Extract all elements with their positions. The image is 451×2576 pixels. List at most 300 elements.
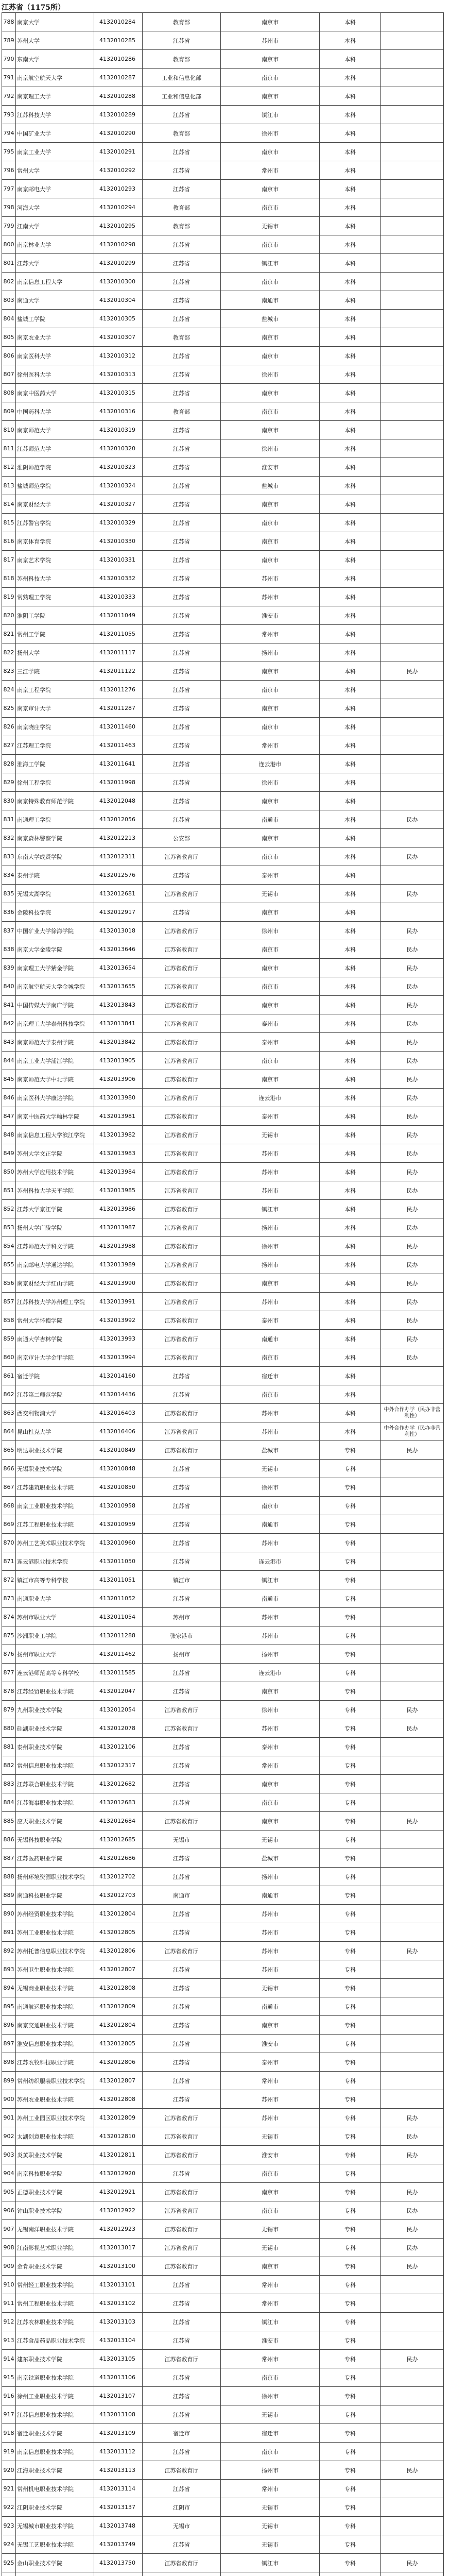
school-code-cell: 4132013982	[94, 1126, 143, 1144]
location-cell: 徐州市	[221, 1237, 320, 1256]
school-name-cell: 常州大学	[16, 161, 94, 180]
location-cell: 镇江市	[221, 2554, 320, 2572]
school-code-cell: 4132013994	[94, 1348, 143, 1367]
level-cell: 本科	[320, 254, 381, 273]
row-number-cell: 912	[2, 2313, 16, 2331]
level-cell: 专科	[320, 1460, 381, 1478]
school-name-cell: 南京审计大学	[16, 699, 94, 718]
row-number-cell: 908	[2, 2239, 16, 2257]
level-cell: 专科	[320, 1775, 381, 1793]
level-cell: 专科	[320, 2090, 381, 2109]
note-cell	[381, 1849, 444, 1868]
school-name-cell: 建东职业技术学院	[16, 2350, 94, 2368]
row-number-cell: 876	[2, 1645, 16, 1664]
authority-cell: 江苏省教育厅	[143, 2350, 221, 2368]
table-row	[2, 2350, 444, 2368]
authority-cell: 江苏省教育厅	[143, 1441, 221, 1460]
row-number-cell: 847	[2, 1107, 16, 1126]
location-cell: 南京市	[221, 1052, 320, 1070]
school-name-cell: 常州纺织服装职业技术学院	[16, 2072, 94, 2090]
school-name-cell: 南京理工大学紫金学院	[16, 959, 94, 977]
row-number-cell: 913	[2, 2331, 16, 2350]
table-row	[2, 1886, 444, 1905]
school-name-cell: 苏州科技大学	[16, 569, 94, 588]
school-name-cell: 江苏警官学院	[16, 514, 94, 532]
location-cell: 南京市	[221, 1682, 320, 1701]
row-number-cell: 869	[2, 1515, 16, 1534]
row-number-cell: 923	[2, 2517, 16, 2535]
school-name-cell: 江南影视艺术职业学院	[16, 2239, 94, 2257]
row-number-cell: 904	[2, 2164, 16, 2183]
location-cell: 常州市	[221, 161, 320, 180]
note-cell	[381, 2535, 444, 2554]
authority-cell: 江苏省教育厅	[143, 940, 221, 959]
school-name-cell	[16, 2572, 94, 2576]
school-code-cell: 4132010316	[94, 402, 143, 421]
note-cell	[381, 2572, 444, 2576]
school-name-cell: 南京工业大学	[16, 143, 94, 161]
authority-cell: 江苏省教育厅	[143, 2220, 221, 2239]
level-cell: 专科	[320, 1997, 381, 2016]
row-number-cell: 814	[2, 495, 16, 514]
note-cell	[381, 1682, 444, 1701]
school-name-cell: 连云港师范高等专科学校	[16, 1664, 94, 1682]
school-code-cell: 4132012809	[94, 1997, 143, 2016]
note-cell: 民办	[381, 2183, 444, 2201]
school-code-cell: 4132010312	[94, 347, 143, 365]
authority-cell: 江苏省	[143, 1589, 221, 1608]
school-code-cell: 4132013106	[94, 2368, 143, 2387]
school-code-cell: 4132012317	[94, 1756, 143, 1775]
level-cell: 本科	[320, 1274, 381, 1293]
school-name-cell: 南京林业大学	[16, 235, 94, 254]
level-cell: 专科	[320, 2535, 381, 2554]
row-number-cell: 800	[2, 235, 16, 254]
row-number-cell: 875	[2, 1626, 16, 1645]
location-cell: 徐州市	[221, 124, 320, 143]
level-cell: 专科	[320, 1626, 381, 1645]
row-number-cell: 832	[2, 829, 16, 848]
school-name-cell: 南京中医药大学翰林学院	[16, 1107, 94, 1126]
row-number-cell: 874	[2, 1608, 16, 1626]
note-cell	[381, 792, 444, 810]
table-row	[2, 1979, 444, 1997]
location-cell: 南京市	[221, 977, 320, 996]
table-row	[2, 1348, 444, 1367]
location-cell: 南京市	[221, 13, 320, 31]
authority-cell: 江苏省教育厅	[143, 2239, 221, 2257]
location-cell: 南京市	[221, 2164, 320, 2183]
authority-cell: 江苏省教育厅	[143, 2257, 221, 2276]
location-cell: 徐州市	[221, 365, 320, 384]
authority-cell: 江苏省教育厅	[143, 1163, 221, 1181]
location-cell: 南京市	[221, 50, 320, 69]
note-cell: 民办	[381, 1942, 444, 1960]
table-row	[2, 2035, 444, 2053]
location-cell: 泰州市	[221, 2053, 320, 2072]
note-cell: 民办	[381, 1144, 444, 1163]
authority-cell: 江苏省	[143, 662, 221, 681]
school-name-cell: 南京航空航天大学	[16, 69, 94, 87]
level-cell: 本科	[320, 773, 381, 792]
note-cell: 民办	[381, 1089, 444, 1107]
school-name-cell: 宿迁学院	[16, 1367, 94, 1385]
table-row	[2, 402, 444, 421]
location-cell: 淮安市	[221, 458, 320, 477]
row-number-cell: 812	[2, 458, 16, 477]
location-cell: 泰州市	[221, 1107, 320, 1126]
row-number-cell: 827	[2, 736, 16, 755]
table-row	[2, 514, 444, 532]
authority-cell: 江苏省	[143, 439, 221, 458]
note-cell: 民办	[381, 1311, 444, 1330]
location-cell: 南京市	[221, 1385, 320, 1404]
school-name-cell: 常熟理工学院	[16, 588, 94, 606]
school-name-cell: 炎黄职业技术学院	[16, 2146, 94, 2164]
school-code-cell: 4132012685	[94, 1831, 143, 1849]
school-code-cell: 4132011460	[94, 718, 143, 736]
location-cell: 南京市	[221, 940, 320, 959]
location-cell: 南京市	[221, 347, 320, 365]
table-row	[2, 1422, 444, 1441]
location-cell: 南京市	[221, 1793, 320, 1812]
note-cell: 民办	[381, 1181, 444, 1200]
authority-cell: 江苏省	[143, 421, 221, 439]
location-cell: 淮安市	[221, 2035, 320, 2053]
row-number-cell: 810	[2, 421, 16, 439]
table-row	[2, 2498, 444, 2517]
school-code-cell: 4132012078	[94, 1719, 143, 1738]
location-cell: 南京市	[221, 959, 320, 977]
table-row	[2, 2257, 444, 2276]
row-number-cell: 808	[2, 384, 16, 402]
note-cell	[381, 2498, 444, 2517]
authority-cell: 江苏省	[143, 1905, 221, 1923]
note-cell: 民办	[381, 1237, 444, 1256]
authority-cell: 江苏省教育厅	[143, 1256, 221, 1274]
school-name-cell: 江苏农林职业技术学院	[16, 2313, 94, 2331]
authority-cell: 江苏省	[143, 2276, 221, 2294]
location-cell: 常州市	[221, 2480, 320, 2498]
table-row	[2, 421, 444, 439]
row-number-cell: 893	[2, 1960, 16, 1979]
authority-cell: 江苏省	[143, 514, 221, 532]
school-name-cell: 江阴职业技术学院	[16, 2498, 94, 2517]
note-cell	[381, 198, 444, 217]
school-name-cell: 江苏理工学院	[16, 736, 94, 755]
table-row	[2, 903, 444, 922]
location-cell: 常州市	[221, 1756, 320, 1775]
school-code-cell: 4132012806	[94, 1942, 143, 1960]
school-name-cell: 南京师范大学中北学院	[16, 1070, 94, 1089]
note-cell	[381, 1515, 444, 1534]
table-row	[2, 643, 444, 662]
authority-cell: 工业和信息化部	[143, 87, 221, 106]
level-cell: 专科	[320, 2294, 381, 2313]
location-cell: 南京市	[221, 69, 320, 87]
school-name-cell: 苏州托普信息职业技术学院	[16, 1942, 94, 1960]
table-row	[2, 1293, 444, 1311]
school-code-cell: 4132013112	[94, 2443, 143, 2461]
authority-cell: 江苏省	[143, 2535, 221, 2554]
school-code-cell: 4132012681	[94, 885, 143, 903]
school-name-cell: 中国矿业大学徐海学院	[16, 922, 94, 940]
row-number-cell: 883	[2, 1775, 16, 1793]
school-code-cell: 4132012576	[94, 866, 143, 885]
school-code-cell: 4132012922	[94, 2201, 143, 2220]
table-row	[2, 1200, 444, 1218]
school-name-cell: 南京工业职业技术学院	[16, 1497, 94, 1515]
level-cell: 专科	[320, 1441, 381, 1460]
school-name-cell: 南京工程学院	[16, 681, 94, 699]
note-cell: 民办	[381, 2201, 444, 2220]
row-number-cell: 805	[2, 328, 16, 347]
table-row	[2, 2461, 444, 2480]
level-cell: 本科	[320, 273, 381, 291]
school-name-cell: 金肯职业技术学院	[16, 2257, 94, 2276]
level-cell: 本科	[320, 922, 381, 940]
authority-cell: 江苏省	[143, 551, 221, 569]
note-cell	[381, 235, 444, 254]
note-cell: 民办	[381, 2350, 444, 2368]
authority-cell: 江苏省	[143, 866, 221, 885]
level-cell: 本科	[320, 1163, 381, 1181]
authority-cell: 江阴市	[143, 2498, 221, 2517]
row-number-cell: 844	[2, 1052, 16, 1070]
authority-cell: 江苏省教育厅	[143, 1348, 221, 1367]
table-row	[2, 699, 444, 718]
row-number-cell: 839	[2, 959, 16, 977]
level-cell: 专科	[320, 1756, 381, 1775]
school-code-cell: 4132012807	[94, 1960, 143, 1979]
location-cell: 镇江市	[221, 1571, 320, 1589]
location-cell: 南京市	[221, 87, 320, 106]
level-cell: 本科	[320, 161, 381, 180]
level-cell: 本科	[320, 514, 381, 532]
school-name-cell: 正德职业技术学院	[16, 2183, 94, 2201]
note-cell	[381, 2072, 444, 2090]
note-cell	[381, 87, 444, 106]
authority-cell: 江苏省	[143, 606, 221, 625]
location-cell: 南京市	[221, 235, 320, 254]
location-cell: 南京市	[221, 143, 320, 161]
level-cell: 本科	[320, 1014, 381, 1033]
table-row	[2, 365, 444, 384]
school-code-cell: 4132012702	[94, 1868, 143, 1886]
table-row	[2, 2072, 444, 2090]
school-code-cell: 4132012920	[94, 2164, 143, 2183]
note-cell: 中外合作办学（民办非营利性）	[381, 1422, 444, 1441]
row-number-cell: 798	[2, 198, 16, 217]
level-cell: 专科	[320, 1589, 381, 1608]
location-cell: 连云港市	[221, 1664, 320, 1682]
school-code-cell: 4132013105	[94, 2350, 143, 2368]
school-code-cell: 4132012811	[94, 2146, 143, 2164]
location-cell: 南京市	[221, 2183, 320, 2201]
authority-cell: 苏州市	[143, 1608, 221, 1626]
school-code-cell: 4132012703	[94, 1886, 143, 1905]
school-code-cell: 4132013109	[94, 2424, 143, 2443]
table-row	[2, 1812, 444, 1831]
school-name-cell: 淮海工学院	[16, 755, 94, 773]
location-cell: 南京市	[221, 1497, 320, 1515]
school-name-cell: 南京农业大学	[16, 328, 94, 347]
location-cell: 徐州市	[221, 773, 320, 792]
school-name-cell: 扬州环境资源职业技术学院	[16, 1868, 94, 1886]
note-cell	[381, 495, 444, 514]
note-cell	[381, 532, 444, 551]
table-row	[2, 1237, 444, 1256]
table-row	[2, 1849, 444, 1868]
row-number-cell: 903	[2, 2146, 16, 2164]
school-name-cell: 南京财经大学	[16, 495, 94, 514]
school-code-cell: 4132013100	[94, 2257, 143, 2276]
table-row	[2, 180, 444, 198]
table-row	[2, 959, 444, 977]
note-cell	[381, 1756, 444, 1775]
school-name-cell: 南京艺术学院	[16, 551, 94, 569]
note-cell: 民办	[381, 1812, 444, 1831]
location-cell: 盐城市	[221, 1441, 320, 1460]
table-row	[2, 1960, 444, 1979]
school-name-cell: 苏州大学	[16, 31, 94, 50]
table-row	[2, 810, 444, 829]
table-row	[2, 2313, 444, 2331]
row-number-cell: 811	[2, 439, 16, 458]
authority-cell: 江苏省	[143, 1979, 221, 1997]
authority-cell: 江苏省	[143, 2090, 221, 2109]
level-cell	[320, 2572, 381, 2576]
authority-cell: 江苏省	[143, 569, 221, 588]
level-cell: 专科	[320, 1923, 381, 1942]
school-name-cell: 无锡科技职业学院	[16, 1831, 94, 1849]
row-number-cell: 907	[2, 2220, 16, 2239]
row-number-cell: 862	[2, 1385, 16, 1404]
location-cell: 南京市	[221, 996, 320, 1014]
school-code-cell: 4132013102	[94, 2294, 143, 2313]
row-number-cell: 896	[2, 2016, 16, 2035]
row-number-cell: 891	[2, 1923, 16, 1942]
location-cell: 苏州市	[221, 1404, 320, 1422]
table-row	[2, 532, 444, 551]
note-cell	[381, 1960, 444, 1979]
note-cell: 民办	[381, 1070, 444, 1089]
authority-cell: 江苏省	[143, 273, 221, 291]
table-row	[2, 848, 444, 866]
school-code-cell: 4132013843	[94, 996, 143, 1014]
row-number-cell: 887	[2, 1849, 16, 1868]
authority-cell: 江苏省	[143, 736, 221, 755]
note-cell	[381, 273, 444, 291]
row-number-cell: 925	[2, 2554, 16, 2572]
school-name-cell: 泰州职业技术学院	[16, 1738, 94, 1756]
level-cell: 专科	[320, 1793, 381, 1812]
table-row	[2, 161, 444, 180]
note-cell: 民办	[381, 1052, 444, 1070]
school-code-cell: 4132012686	[94, 1849, 143, 1868]
school-code-cell: 4132012808	[94, 1979, 143, 1997]
level-cell: 本科	[320, 291, 381, 310]
level-cell: 本科	[320, 1052, 381, 1070]
note-cell	[381, 2387, 444, 2405]
row-number-cell: 801	[2, 254, 16, 273]
location-cell: 无锡市	[221, 1460, 320, 1478]
row-number-cell: 889	[2, 1886, 16, 1905]
school-name-cell: 淮安信息职业技术学院	[16, 2035, 94, 2053]
level-cell: 专科	[320, 1738, 381, 1756]
table-row	[2, 829, 444, 848]
level-cell: 本科	[320, 606, 381, 625]
school-code-cell: 4132010305	[94, 310, 143, 328]
authority-cell: 江苏省教育厅	[143, 1237, 221, 1256]
location-cell: 苏州市	[221, 1608, 320, 1626]
level-cell: 本科	[320, 1385, 381, 1404]
table-row	[2, 1626, 444, 1645]
authority-cell: 江苏省	[143, 699, 221, 718]
row-number-cell: 851	[2, 1181, 16, 1200]
location-cell: 镇江市	[221, 1200, 320, 1218]
authority-cell: 江苏省	[143, 458, 221, 477]
note-cell	[381, 2517, 444, 2535]
note-cell	[381, 1868, 444, 1886]
location-cell: 常州市	[221, 2350, 320, 2368]
row-number-cell: 881	[2, 1738, 16, 1756]
row-number-cell: 815	[2, 514, 16, 532]
row-number-cell: 840	[2, 977, 16, 996]
location-cell: 南京市	[221, 2016, 320, 2035]
location-cell: 扬州市	[221, 1645, 320, 1664]
school-name-cell: 江苏大学京江学院	[16, 1200, 94, 1218]
note-cell	[381, 1831, 444, 1849]
note-cell	[381, 2276, 444, 2294]
school-code-cell: 4132013906	[94, 1070, 143, 1089]
school-name-cell: 江海职业技术学院	[16, 2461, 94, 2480]
level-cell: 专科	[320, 1905, 381, 1923]
level-cell: 本科	[320, 13, 381, 31]
authority-cell: 教育部	[143, 124, 221, 143]
school-name-cell: 扬州大学	[16, 643, 94, 662]
authority-cell: 镇江市	[143, 1571, 221, 1589]
school-name-cell: 江苏工程职业技术学院	[16, 1515, 94, 1534]
level-cell: 本科	[320, 996, 381, 1014]
location-cell: 连云港市	[221, 1089, 320, 1107]
row-number-cell: 884	[2, 1793, 16, 1812]
school-code-cell: 4132013985	[94, 1181, 143, 1200]
school-code-cell: 4132011463	[94, 736, 143, 755]
school-code-cell: 4132010959	[94, 1515, 143, 1534]
school-name-cell: 南京信息工程大学滨江学院	[16, 1126, 94, 1144]
table-row	[2, 1033, 444, 1052]
school-code-cell: 4132010324	[94, 477, 143, 495]
authority-cell: 江苏省	[143, 143, 221, 161]
location-cell: 常州市	[221, 2294, 320, 2313]
authority-cell: 江苏省教育厅	[143, 1274, 221, 1293]
location-cell: 南通市	[221, 1330, 320, 1348]
table-row	[2, 1515, 444, 1534]
note-cell: 民办	[381, 2127, 444, 2146]
school-code-cell: 4132012808	[94, 2090, 143, 2109]
row-number-cell: 853	[2, 1218, 16, 1237]
table-row	[2, 1163, 444, 1181]
school-code-cell: 4132010333	[94, 588, 143, 606]
school-name-cell: 南京信息职业技术学院	[16, 2443, 94, 2461]
page-title: 江苏省（1175所）	[2, 4, 65, 12]
note-cell	[381, 2480, 444, 2498]
location-cell: 南京市	[221, 699, 320, 718]
level-cell: 专科	[320, 2146, 381, 2164]
table-row	[2, 1608, 444, 1626]
note-cell	[381, 2016, 444, 2035]
